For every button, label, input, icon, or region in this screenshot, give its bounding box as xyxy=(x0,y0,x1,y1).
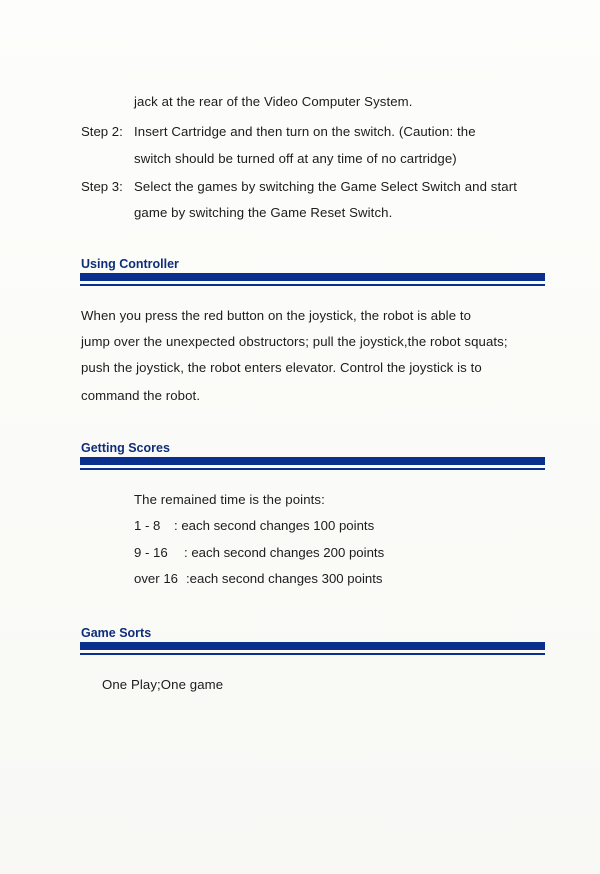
step2-line1: Insert Cartridge and then turn on the switch. (Caution: the xyxy=(134,124,476,139)
controller-line-3: push the joystick, the robot enters elevator. Control the joystick is to xyxy=(81,360,482,375)
scores-intro: The remained time is the points: xyxy=(134,492,325,507)
step3-label: Step 3: xyxy=(81,179,123,194)
game-sorts-text: One Play;One game xyxy=(102,677,224,692)
step2-line2: switch should be turned off at any time of no cartridge) xyxy=(134,151,457,166)
step2-label: Step 2: xyxy=(81,124,123,139)
score-range: 1 - 8 xyxy=(134,518,161,533)
score-text: : each second changes 100 points xyxy=(174,518,375,533)
score-text: : each second changes 200 points xyxy=(184,545,385,560)
getting-scores-heading: Getting Scores xyxy=(81,441,170,455)
game-sorts-heading: Game Sorts xyxy=(81,626,152,640)
controller-line-1: When you press the red button on the joystick, the robot is able to xyxy=(81,308,472,323)
step1-continuation: jack at the rear of the Video Computer System. xyxy=(134,94,413,109)
score-range: over 16 xyxy=(134,571,178,586)
score-row xyxy=(134,545,384,561)
getting-scores-rule xyxy=(80,457,545,470)
score-row xyxy=(134,518,374,534)
using-controller-heading: Using Controller xyxy=(81,257,179,271)
step3-line2: game by switching the Game Reset Switch. xyxy=(134,205,393,220)
using-controller-rule xyxy=(80,273,545,286)
step3-line1: Select the games by switching the Game Select Switch and start xyxy=(134,179,517,194)
controller-line-2: jump over the unexpected obstructors; pull the joystick,the robot squats; xyxy=(81,334,508,349)
controller-line-4: command the robot. xyxy=(81,388,201,403)
score-row xyxy=(134,571,383,587)
score-text: :each second changes 300 points xyxy=(186,571,383,586)
game-sorts-rule xyxy=(80,642,545,655)
score-range: 9 - 16 xyxy=(134,545,168,560)
